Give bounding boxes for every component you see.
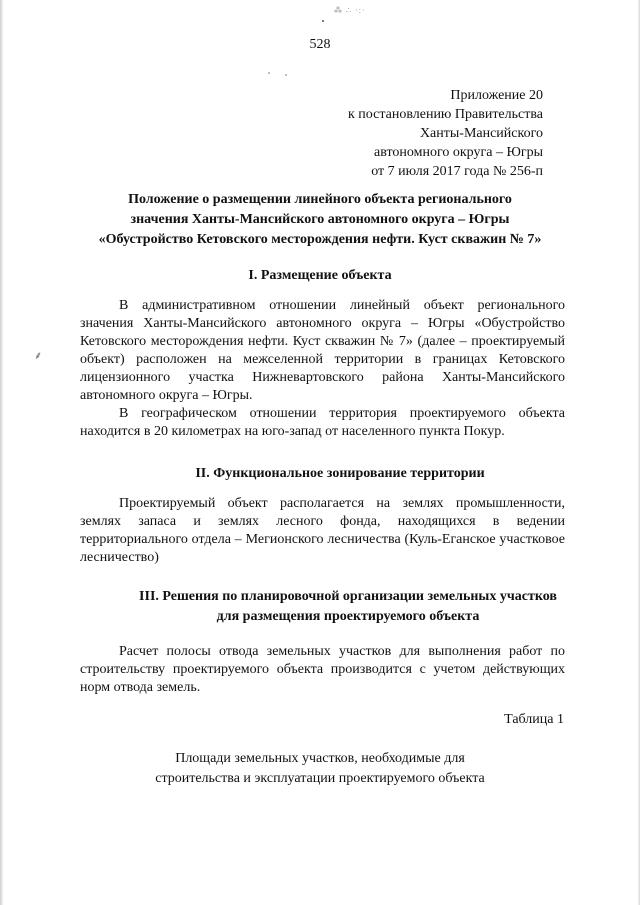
table-label: Таблица 1 bbox=[504, 712, 564, 727]
scan-speck bbox=[285, 74, 287, 76]
scan-edge-left bbox=[0, 0, 3, 905]
faint-stamp-mark: ⁂ ∴ ·:· bbox=[334, 6, 366, 15]
section-1-paragraph-1: В административном отношении линейный объект регионального значения Ханты-Мансийского автономного округа – Югры «Обустройство Кетовского месторождения нефти. Куст скважин № 7» (далее – проектируемый объект) расположен на межселенной территории в границах Кетовского лицензионного участка Нижневартовского района Ханты-Мансийского автономного округа – Югры. bbox=[80, 298, 565, 403]
appendix-line: Приложение 20 bbox=[450, 88, 543, 103]
appendix-block bbox=[300, 86, 543, 181]
table-caption-line: строительства и эксплуатации проектируемого объекта bbox=[155, 771, 485, 786]
margin-mark: ⸙ bbox=[34, 350, 43, 362]
section-2-paragraph-1: Проектируемый объект располагается на землях промышленности, землях запаса и землях лесного фонда, находящихся в ведении территориального отдела – Мегионского лесничества (Куль-Еганское участковое лесничество) bbox=[80, 496, 565, 565]
table-caption bbox=[110, 749, 530, 789]
title-line: значения Ханты-Мансийского автономного округа – Югры bbox=[130, 212, 510, 227]
section-1-heading: I. Размещение объекта bbox=[248, 268, 392, 283]
appendix-line: Ханты-Мансийского bbox=[419, 126, 543, 141]
appendix-line: от 7 июля 2017 года № 256-п bbox=[371, 164, 543, 179]
section-3-heading-line: для размещения проектируемого объекта bbox=[216, 609, 480, 624]
section-3-paragraph-1: Расчет полосы отвода земельных участков для выполнения работ по строительству проектируемого объекта производится с учетом действующих норм отвода земель. bbox=[80, 644, 565, 695]
section-3-heading bbox=[118, 587, 578, 627]
section-3-heading-line: III. Решения по планировочной организации земельных участков bbox=[139, 589, 557, 604]
scan-speck bbox=[322, 20, 324, 22]
title-line: «Обустройство Кетовского месторождения нефти. Куст скважин № 7» bbox=[98, 232, 542, 247]
scan-speck bbox=[268, 72, 270, 74]
appendix-line: к постановлению Правительства bbox=[347, 107, 543, 122]
title-line: Положение о размещении линейного объекта регионального bbox=[128, 192, 512, 207]
document-title bbox=[70, 190, 570, 250]
section-1-paragraph-2: В географическом отношении территория проектируемого объекта находится в 20 километрах на юго-запад от населенного пункта Покур. bbox=[80, 406, 565, 439]
section-2-heading: II. Функциональное зонирование территории bbox=[195, 466, 485, 481]
page-number: 528 bbox=[309, 37, 331, 52]
table-caption-line: Площади земельных участков, необходимые для bbox=[175, 751, 465, 766]
appendix-line: автономного округа – Югры bbox=[374, 145, 543, 160]
